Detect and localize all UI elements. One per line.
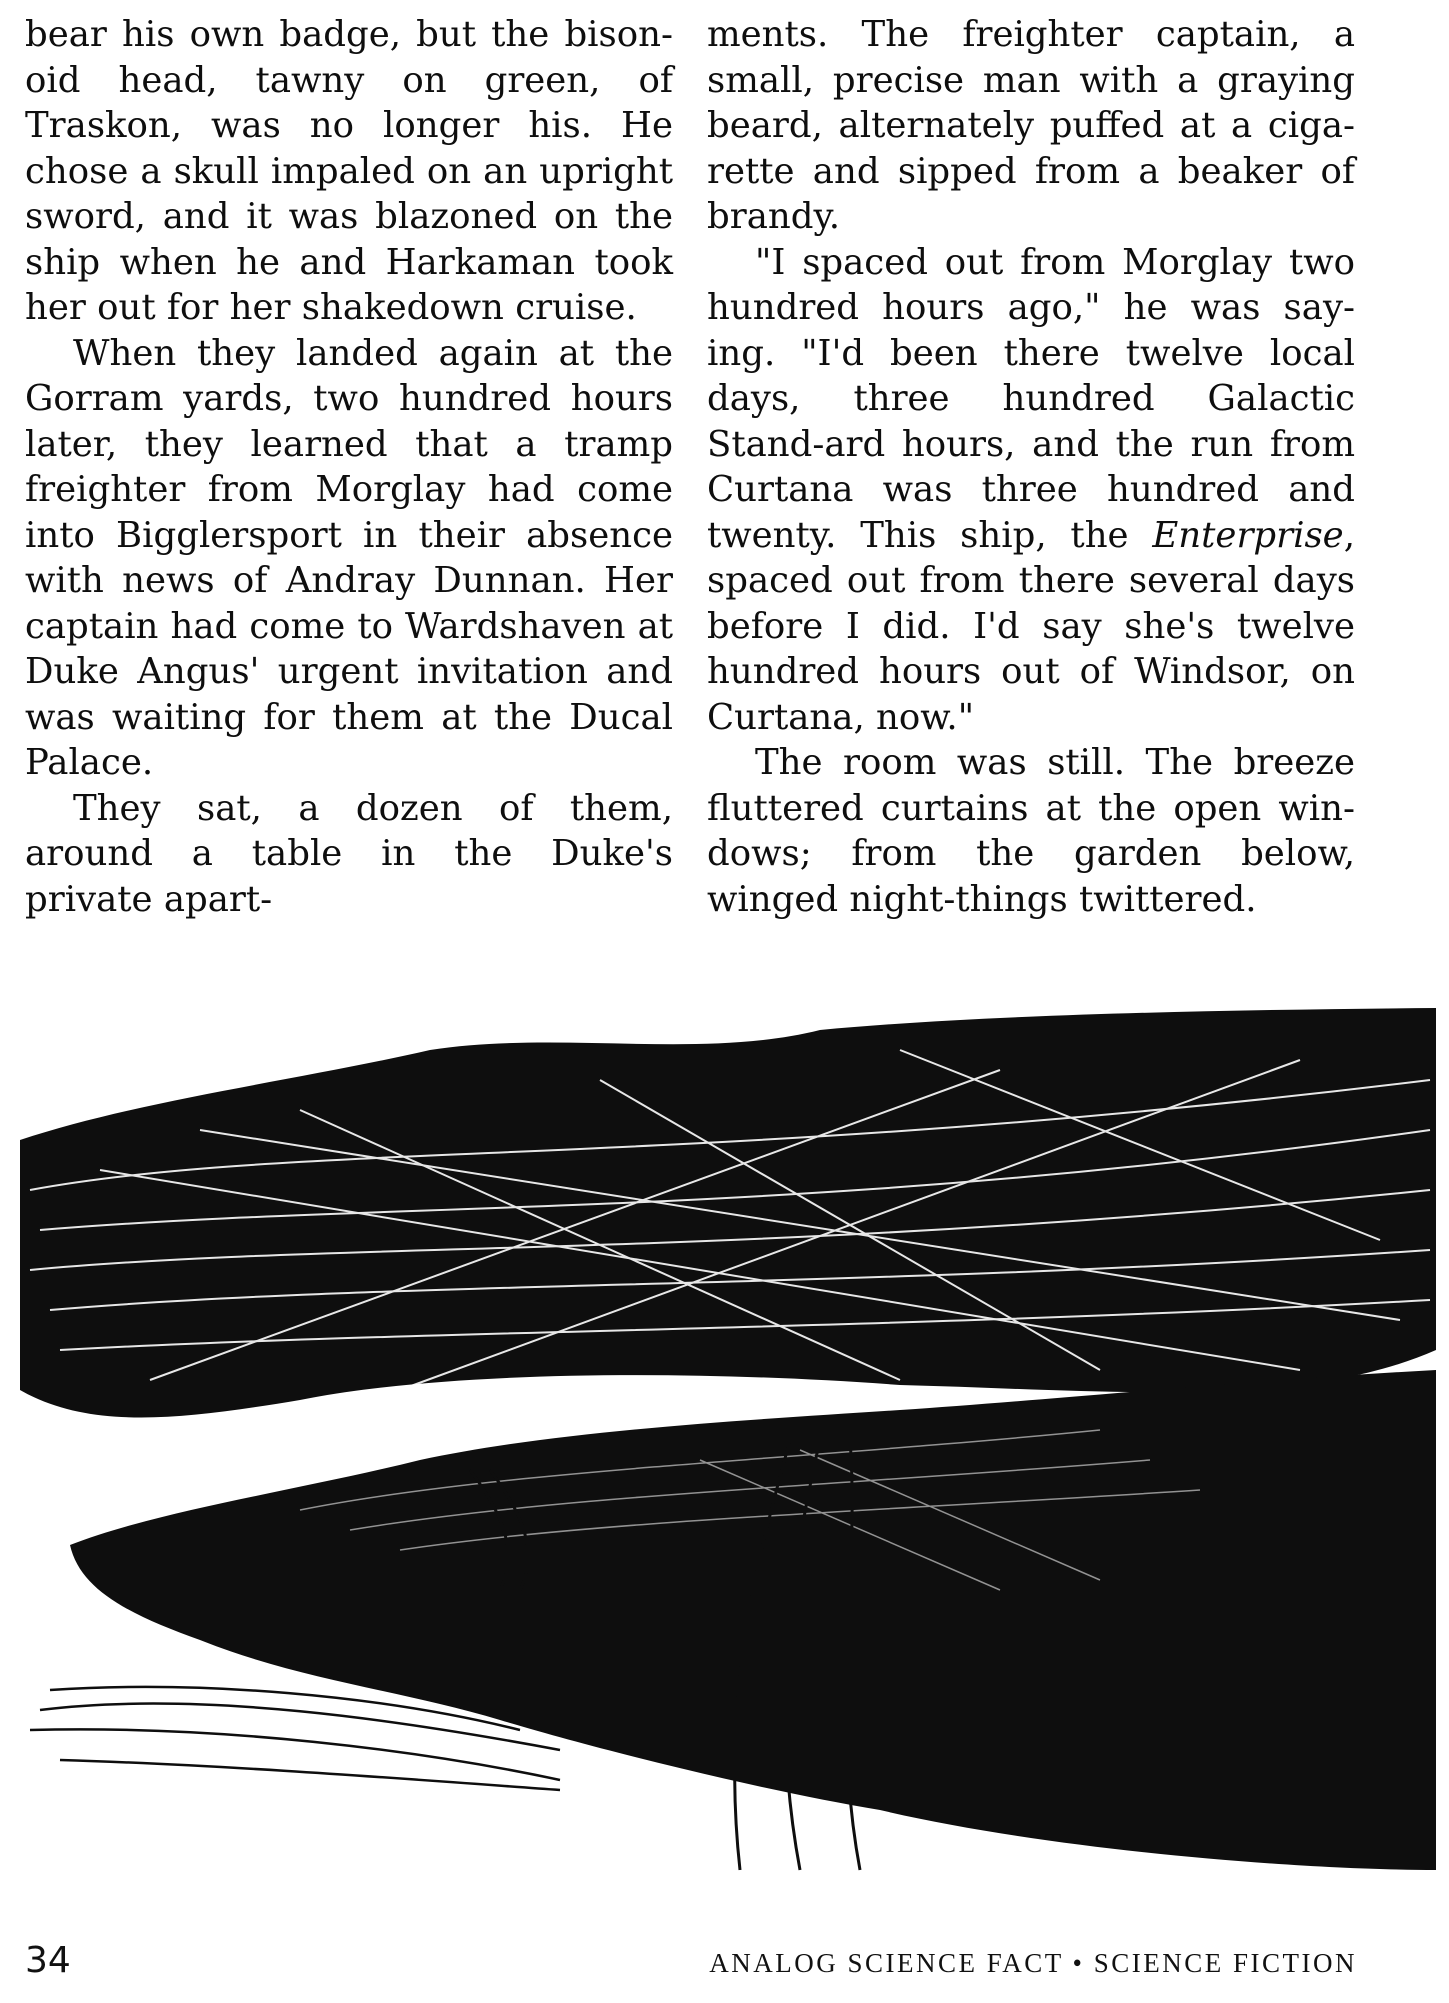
paragraph-text-after: , spaced out from there several days before I did. I'd say she's twelve hundred hours out of Windsor, on Curtana, now." xyxy=(707,514,1355,738)
left-text-column xyxy=(25,12,673,922)
paragraph: The room was still. The breeze fluttered curtains at the open win-dows; from the garden below, winged night-things twittered. xyxy=(707,742,1355,920)
paragraph-with-ship-name xyxy=(707,240,1355,741)
page-number: 34 xyxy=(25,1940,71,1981)
illustration xyxy=(0,990,1449,1890)
paragraph: bear his own badge, but the bison-oid head, tawny on green, of Traskon, was no longer his. He chose a skull impaled on an upright sword, and it was blazoned on the ship when he and Harkaman took her out for her shakedown cruise. xyxy=(25,14,673,328)
paragraph: They sat, a dozen of them, around a table in the Duke's private apart- xyxy=(25,787,673,920)
running-footer: ANALOG SCIENCE FACT • SCIENCE FICTION xyxy=(709,1948,1357,1978)
right-text-column xyxy=(707,12,1355,922)
ship-name: Enterprise xyxy=(1152,514,1344,556)
paragraph: When they landed again at the Gorram yards, two hundred hours later, they learned that a tramp freighter from Morglay had come into Bigglersport in their absence with news of Andray Dunnan. Her captain had come to Wardshaven at Duke Angus' urgent invitation and was waiting for them at the Ducal Palace. xyxy=(25,332,673,783)
paragraph: ments. The freighter captain, a small, precise man with a graying beard, alternately puffed at a ciga-rette and sipped from a beaker of brandy. xyxy=(707,14,1355,237)
forearm xyxy=(70,1370,1436,1870)
paragraph-text-before: "I spaced out from Morglay two hundred hours ago," he was say-ing. "I'd been there twelve local days, three hundred Galactic Stand-ard hours, and the run from Curtana was three hundred and twenty. This ship, the xyxy=(707,241,1355,556)
